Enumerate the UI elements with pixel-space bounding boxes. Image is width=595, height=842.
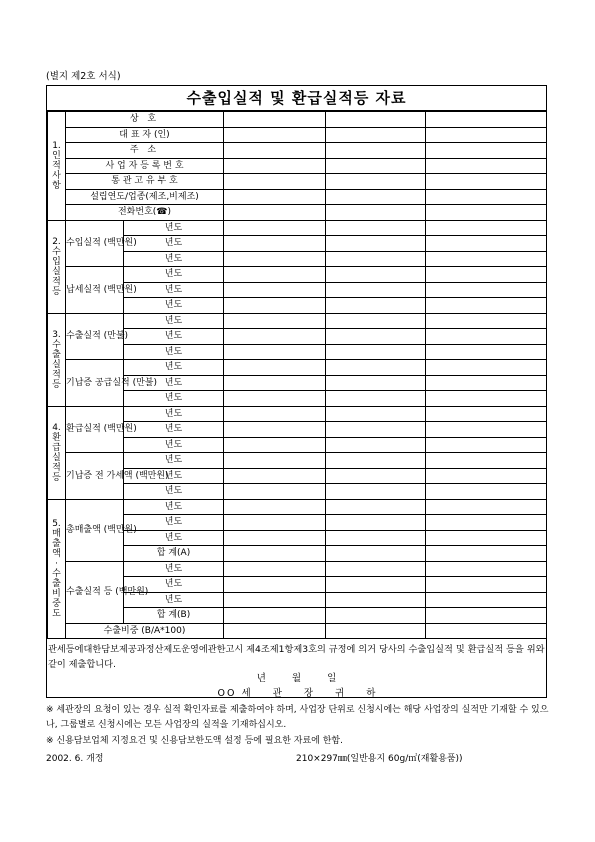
form-number-label: (별지 제2호 서식) xyxy=(46,71,121,82)
value-cell[interactable] xyxy=(224,484,326,500)
value-cell[interactable] xyxy=(426,267,547,283)
value-cell[interactable] xyxy=(326,267,426,283)
value-cell[interactable] xyxy=(426,530,547,546)
year-label: 년도 xyxy=(124,251,224,267)
value-cell[interactable] xyxy=(326,592,426,608)
business-number-label: 사 업 자 등 록 번 호 xyxy=(66,158,224,174)
address-label: 주 소 xyxy=(66,143,224,159)
year-label: 년도 xyxy=(124,236,224,252)
year-label: 년도 xyxy=(124,267,224,283)
export-performance-label: 수출실적 (만불) xyxy=(66,313,124,360)
value-cell[interactable] xyxy=(426,329,547,345)
value-cell[interactable] xyxy=(426,422,547,438)
est-cell-1[interactable] xyxy=(224,189,326,205)
value-cell[interactable] xyxy=(426,623,547,639)
value-cell[interactable] xyxy=(426,298,547,314)
year-label: 년도 xyxy=(124,298,224,314)
value-cell[interactable] xyxy=(426,608,547,624)
note-2: ※ 신용담보업체 지정요건 및 신용담보한도액 설정 등에 필요한 자료에 한함. xyxy=(46,736,343,746)
value-cell[interactable] xyxy=(326,437,426,453)
value-cell[interactable] xyxy=(426,220,547,236)
submission-date: 년 월 일 xyxy=(256,673,339,684)
year-label: 년도 xyxy=(124,484,224,500)
tax-payment-label: 납세실적 (백만원) xyxy=(66,267,124,314)
value-cell[interactable] xyxy=(326,360,426,376)
value-cell[interactable] xyxy=(426,515,547,531)
value-cell[interactable] xyxy=(224,499,326,515)
value-cell[interactable] xyxy=(224,623,326,639)
value-cell[interactable] xyxy=(224,267,326,283)
form-title: 수출입실적 및 환급실적등 자료 xyxy=(186,89,407,107)
year-label: 년도 xyxy=(124,422,224,438)
year-label: 년도 xyxy=(124,406,224,422)
address-cell-1[interactable] xyxy=(224,143,326,159)
year-label: 년도 xyxy=(124,499,224,515)
value-cell[interactable] xyxy=(326,298,426,314)
rep-cell-2[interactable] xyxy=(326,127,426,143)
addressee: OO 세 관 장 귀 하 xyxy=(217,688,378,699)
value-cell[interactable] xyxy=(426,313,547,329)
value-cell[interactable] xyxy=(326,515,426,531)
export-results-label: 수출실적 등 (백만원) xyxy=(66,561,124,623)
customs-cell-2[interactable] xyxy=(326,174,426,190)
value-cell[interactable] xyxy=(326,313,426,329)
refund-performance-label: 환급실적 (백만원) xyxy=(66,406,124,453)
value-cell[interactable] xyxy=(224,236,326,252)
value-cell[interactable] xyxy=(224,329,326,345)
sum-b-label: 합 계(B) xyxy=(124,608,224,624)
vat-amount-label: 기납증 전 가세액 (백만원) xyxy=(66,453,124,500)
total-sales-label: 총매출액 (백만원) xyxy=(66,499,124,561)
value-cell[interactable] xyxy=(326,375,426,391)
value-cell[interactable] xyxy=(224,422,326,438)
value-cell[interactable] xyxy=(224,577,326,593)
phone-cell-1[interactable] xyxy=(224,205,326,221)
year-label: 년도 xyxy=(124,453,224,469)
value-cell[interactable] xyxy=(224,298,326,314)
value-cell[interactable] xyxy=(426,468,547,484)
value-cell[interactable] xyxy=(326,530,426,546)
value-cell[interactable] xyxy=(224,360,326,376)
import-performance-label: 수입실적 (백만원) xyxy=(66,220,124,267)
year-label: 년도 xyxy=(124,282,224,298)
address-cell-2[interactable] xyxy=(326,143,426,159)
declaration-text: 관세등에대한담보제공과정산제도운영에관한고시 제4조제1항제3호의 규정에 의거 당사의 수출입실적 및 환급실적 등을 위와 같이 제출합니다. xyxy=(48,644,545,670)
bizno-cell-3[interactable] xyxy=(426,158,547,174)
export-ratio-label: 수출비중 (B/A*100) xyxy=(66,623,224,639)
value-cell[interactable] xyxy=(326,561,426,577)
value-cell[interactable] xyxy=(224,515,326,531)
est-cell-2[interactable] xyxy=(326,189,426,205)
value-cell[interactable] xyxy=(224,437,326,453)
value-cell[interactable] xyxy=(326,406,426,422)
revision-date: 2002. 6. 개정 xyxy=(46,754,104,764)
section-1-label: 1. 인 적 사 항 xyxy=(48,112,66,221)
year-label: 년도 xyxy=(124,577,224,593)
sum-a-label: 합 계(A) xyxy=(124,546,224,562)
value-cell[interactable] xyxy=(224,220,326,236)
value-cell[interactable] xyxy=(426,375,547,391)
value-cell[interactable] xyxy=(326,220,426,236)
value-cell[interactable] xyxy=(426,484,547,500)
company-name-cell-3[interactable] xyxy=(426,112,547,128)
value-cell[interactable] xyxy=(326,422,426,438)
value-cell[interactable] xyxy=(326,251,426,267)
value-cell[interactable] xyxy=(224,313,326,329)
value-cell[interactable] xyxy=(326,484,426,500)
value-cell[interactable] xyxy=(224,530,326,546)
value-cell[interactable] xyxy=(326,329,426,345)
value-cell[interactable] xyxy=(224,282,326,298)
company-name-cell-1[interactable] xyxy=(224,112,326,128)
value-cell[interactable] xyxy=(326,282,426,298)
phone-cell-2[interactable] xyxy=(326,205,426,221)
value-cell[interactable] xyxy=(326,608,426,624)
representative-label: 대 표 자 (인) xyxy=(66,127,224,143)
footer xyxy=(46,751,547,764)
year-label: 년도 xyxy=(124,313,224,329)
customs-cell-3[interactable] xyxy=(426,174,547,190)
value-cell[interactable] xyxy=(426,360,547,376)
value-cell[interactable] xyxy=(426,577,547,593)
value-cell[interactable] xyxy=(426,282,547,298)
value-cell[interactable] xyxy=(426,546,547,562)
value-cell[interactable] xyxy=(426,406,547,422)
year-label: 년도 xyxy=(124,468,224,484)
value-cell[interactable] xyxy=(326,546,426,562)
value-cell[interactable] xyxy=(426,561,547,577)
value-cell[interactable] xyxy=(326,344,426,360)
value-cell[interactable] xyxy=(326,391,426,407)
section-3-label: 3. 수 출 실 적 등 xyxy=(48,313,66,406)
year-label: 년도 xyxy=(124,561,224,577)
value-cell[interactable] xyxy=(224,344,326,360)
value-cell[interactable] xyxy=(326,453,426,469)
address-cell-3[interactable] xyxy=(426,143,547,159)
year-label: 년도 xyxy=(124,344,224,360)
paper-spec: 210×297㎜(일반용지 60g/㎡(재활용품)) xyxy=(296,754,463,764)
value-cell[interactable] xyxy=(326,577,426,593)
rep-cell-1[interactable] xyxy=(224,127,326,143)
value-cell[interactable] xyxy=(426,592,547,608)
value-cell[interactable] xyxy=(426,236,547,252)
year-label: 년도 xyxy=(124,530,224,546)
est-cell-3[interactable] xyxy=(426,189,547,205)
value-cell[interactable] xyxy=(426,251,547,267)
value-cell[interactable] xyxy=(326,499,426,515)
company-name-label: 상 호 xyxy=(66,112,224,128)
customs-cell-1[interactable] xyxy=(224,174,326,190)
value-cell[interactable] xyxy=(426,453,547,469)
supply-performance-label: 기납증 공급실적 (만불) xyxy=(66,360,124,407)
value-cell[interactable] xyxy=(326,623,426,639)
value-cell[interactable] xyxy=(224,468,326,484)
value-cell[interactable] xyxy=(426,391,547,407)
phone-cell-3[interactable] xyxy=(426,205,547,221)
rep-cell-3[interactable] xyxy=(426,127,547,143)
bizno-cell-2[interactable] xyxy=(326,158,426,174)
year-label: 년도 xyxy=(124,220,224,236)
value-cell[interactable] xyxy=(224,592,326,608)
year-label: 년도 xyxy=(124,437,224,453)
value-cell[interactable] xyxy=(224,391,326,407)
year-label: 년도 xyxy=(124,360,224,376)
value-cell[interactable] xyxy=(224,251,326,267)
year-label: 년도 xyxy=(124,375,224,391)
value-cell[interactable] xyxy=(224,608,326,624)
year-label: 년도 xyxy=(124,391,224,407)
section-2-label: 2. 수 입 실 적 등 xyxy=(48,220,66,313)
value-cell[interactable] xyxy=(224,546,326,562)
value-cell[interactable] xyxy=(224,375,326,391)
bizno-cell-1[interactable] xyxy=(224,158,326,174)
value-cell[interactable] xyxy=(426,437,547,453)
value-cell[interactable] xyxy=(426,499,547,515)
year-label: 년도 xyxy=(124,592,224,608)
company-name-cell-2[interactable] xyxy=(326,112,426,128)
phone-label: 전화번호(☎) xyxy=(66,205,224,221)
value-cell[interactable] xyxy=(224,406,326,422)
value-cell[interactable] xyxy=(426,344,547,360)
customs-code-label: 통 관 고 유 부 호 xyxy=(66,174,224,190)
establishment-label: 설립연도/업종(제조,비제조) xyxy=(66,189,224,205)
value-cell[interactable] xyxy=(224,453,326,469)
year-label: 년도 xyxy=(124,515,224,531)
section-5-label: 5. 매 출 액 · 수 출 비 중 도 xyxy=(48,499,66,639)
year-label: 년도 xyxy=(124,329,224,345)
value-cell[interactable] xyxy=(326,236,426,252)
value-cell[interactable] xyxy=(224,561,326,577)
form-table xyxy=(47,111,547,639)
value-cell[interactable] xyxy=(326,468,426,484)
section-4-label: 4. 환 급 실 적 등 xyxy=(48,406,66,499)
note-1: ※ 세관장의 요청이 있는 경우 실적 확인자료를 제출하여야 하며, 사업장 단위로 신청시에는 해당 사업장의 실적만 기재할 수 있으나, 그룹별로 신청시에는 모든 사업장의 실적을 기재하십시오. xyxy=(46,705,549,730)
